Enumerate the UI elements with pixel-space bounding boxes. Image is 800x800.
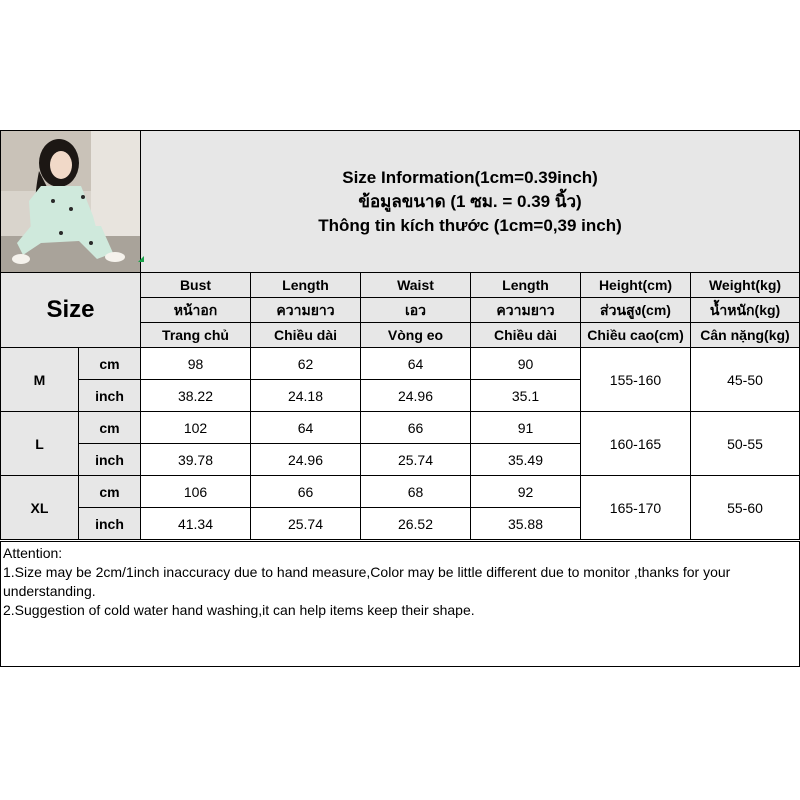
table-row [1, 476, 800, 508]
col-header-vi: Chiều dài [471, 323, 581, 348]
table-cell: 91 [471, 412, 581, 444]
unit-label: inch [79, 380, 141, 412]
weight-range: 50-55 [691, 412, 800, 476]
table-cell: 92 [471, 476, 581, 508]
table-row [1, 348, 800, 380]
size-table [0, 130, 800, 540]
table-cell: 24.96 [251, 444, 361, 476]
weight-range: 55-60 [691, 476, 800, 540]
col-header-en: Weight(kg) [691, 273, 800, 298]
table-cell: 38.22 [141, 380, 251, 412]
title-block [141, 131, 800, 273]
col-header-th: หน้าอก [141, 298, 251, 323]
corner-marker [138, 256, 144, 262]
size-header: Size [1, 273, 141, 348]
unit-label: inch [79, 444, 141, 476]
size-name: L [1, 412, 79, 476]
col-header-en: Waist [361, 273, 471, 298]
attention-notes [0, 541, 800, 667]
size-name: XL [1, 476, 79, 540]
table-cell: 62 [251, 348, 361, 380]
col-header-vi: Vòng eo [361, 323, 471, 348]
attention-line-2: 2.Suggestion of cold water hand washing,it can help items keep their shape. [3, 602, 475, 618]
col-header-vi: Trang chủ [141, 323, 251, 348]
table-cell: 26.52 [361, 508, 471, 540]
col-header-vi: Chiều cao(cm) [581, 323, 691, 348]
height-range: 155-160 [581, 348, 691, 412]
table-cell: 24.18 [251, 380, 361, 412]
attention-heading: Attention: [3, 545, 63, 561]
table-cell: 41.34 [141, 508, 251, 540]
col-header-th: ความยาว [251, 298, 361, 323]
height-range: 160-165 [581, 412, 691, 476]
table-cell: 35.49 [471, 444, 581, 476]
weight-range: 45-50 [691, 348, 800, 412]
product-photo [1, 131, 141, 273]
table-cell: 35.88 [471, 508, 581, 540]
table-cell: 25.74 [251, 508, 361, 540]
col-header-th: น้ำหนัก(kg) [691, 298, 800, 323]
col-header-en: Height(cm) [581, 273, 691, 298]
table-cell: 90 [471, 348, 581, 380]
table-cell: 98 [141, 348, 251, 380]
col-header-vi: Cân nặng(kg) [691, 323, 800, 348]
size-name: M [1, 348, 79, 412]
col-header-th: เอว [361, 298, 471, 323]
title-thai: ข้อมูลขนาด (1 ซม. = 0.39 นิ้ว) [358, 191, 582, 211]
col-header-en: Length [471, 273, 581, 298]
unit-label: cm [79, 348, 141, 380]
table-cell: 64 [361, 348, 471, 380]
unit-label: inch [79, 508, 141, 540]
size-chart [0, 130, 800, 540]
table-cell: 66 [361, 412, 471, 444]
table-row [1, 412, 800, 444]
table-cell: 35.1 [471, 380, 581, 412]
table-cell: 66 [251, 476, 361, 508]
table-cell: 68 [361, 476, 471, 508]
table-cell: 25.74 [361, 444, 471, 476]
title-english: Size Information(1cm=0.39inch) [342, 167, 598, 187]
title-vietnamese: Thông tin kích thước (1cm=0,39 inch) [318, 215, 622, 235]
table-cell: 106 [141, 476, 251, 508]
table-cell: 64 [251, 412, 361, 444]
col-header-en: Bust [141, 273, 251, 298]
table-cell: 39.78 [141, 444, 251, 476]
unit-label: cm [79, 412, 141, 444]
unit-label: cm [79, 476, 141, 508]
table-cell: 102 [141, 412, 251, 444]
col-header-vi: Chiều dài [251, 323, 361, 348]
model-image [1, 131, 141, 272]
table-cell: 24.96 [361, 380, 471, 412]
col-header-en: Length [251, 273, 361, 298]
col-header-th: ส่วนสูง(cm) [581, 298, 691, 323]
height-range: 165-170 [581, 476, 691, 540]
attention-line-1: 1.Size may be 2cm/1inch inaccuracy due to hand measure,Color may be little different due to monitor ,thanks for your understanding. [3, 564, 731, 599]
col-header-th: ความยาว [471, 298, 581, 323]
